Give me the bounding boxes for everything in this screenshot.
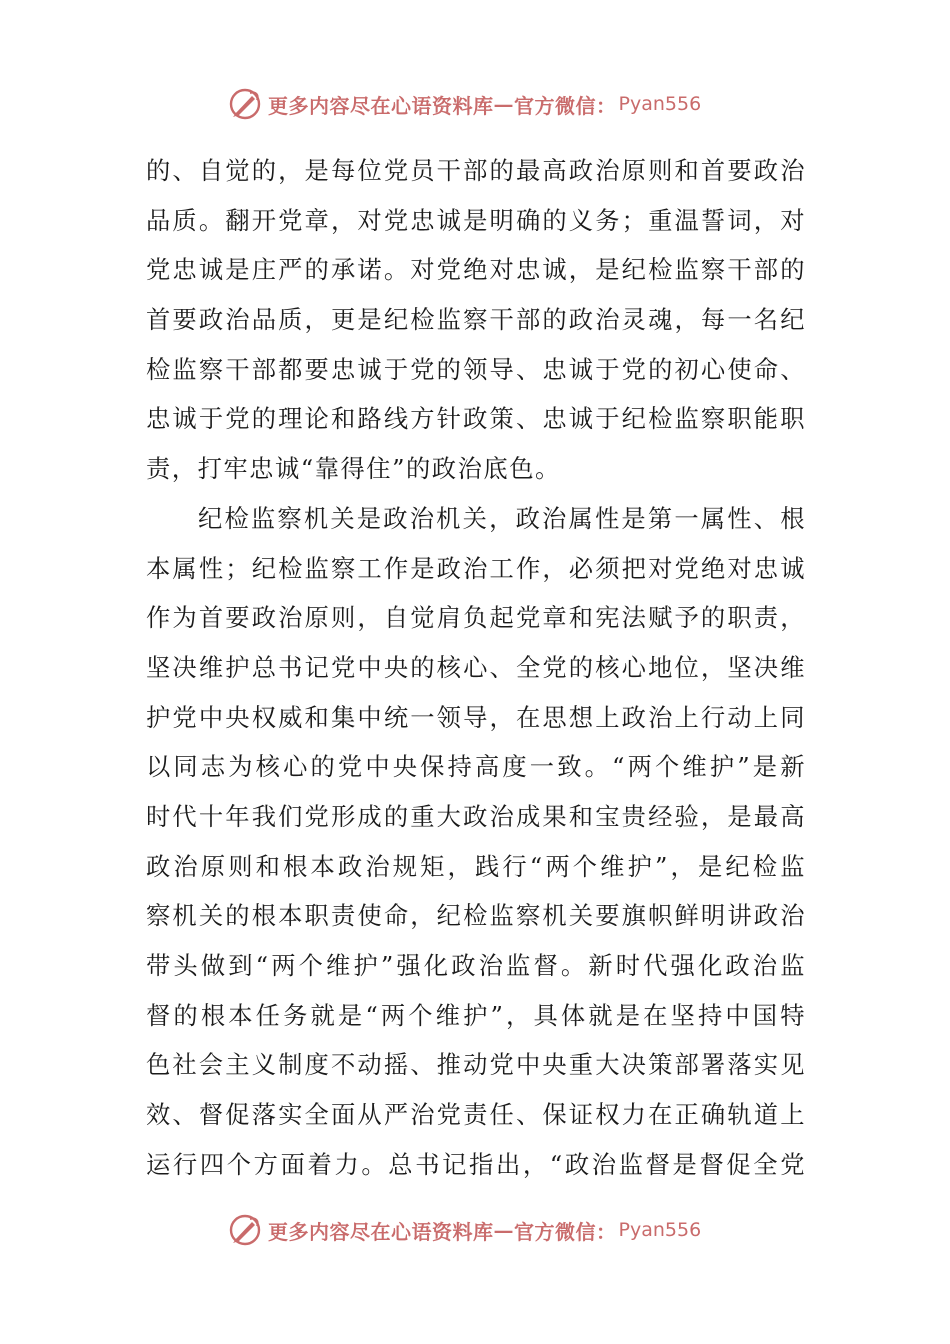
text-line: 时代十年我们党形成的重大政治成果和宝贵经验，是最高 bbox=[146, 801, 806, 831]
text-line: 护党中央权威和集中统一领导，在思想上政治上行动上同 bbox=[146, 702, 806, 732]
header-dash: — bbox=[493, 92, 514, 116]
text-line: 忠诚于党的理论和路线方针政策、忠诚于纪检监察职能职 bbox=[146, 404, 806, 434]
text-line: 品质。翻开党章，对党忠诚是明确的义务；重温誓词，对 bbox=[146, 205, 806, 235]
footer-brand-text: 更多内容尽在心语资料库 bbox=[268, 1219, 494, 1244]
text-line: 本属性；纪检监察工作是政治工作，必须把对党绝对忠诚 bbox=[146, 553, 806, 583]
pen-logo-icon bbox=[228, 1213, 262, 1247]
text-line: 运行四个方面着力。总书记指出，“政治监督是督促全党 bbox=[146, 1149, 806, 1179]
text-line: 坚决维护总书记党中央的核心、全党的核心地位，坚决维 bbox=[146, 652, 806, 682]
text-line: 带头做到“两个维护”强化政治监督。新时代强化政治监 bbox=[146, 951, 806, 980]
text-line: 以同志为核心的党中央保持高度一致。“两个维护”是新 bbox=[146, 752, 806, 782]
text-line: 察机关的根本职责使命，纪检监察机关要旗帜鲜明讲政治 bbox=[146, 901, 806, 931]
pen-logo-icon bbox=[228, 87, 262, 121]
text-line: 作为首要政治原则，自觉肩负起党章和宪法赋予的职责， bbox=[146, 603, 806, 633]
text-line: 效、督促落实全面从严治党责任、保证权力在正确轨道上 bbox=[146, 1100, 806, 1130]
text-line: 党忠诚是庄严的承诺。对党绝对忠诚，是纪检监察干部的 bbox=[146, 255, 806, 285]
text-line: 政治原则和根本政治规矩，践行“两个维护”，是纪检监 bbox=[146, 851, 806, 881]
text-line: 首要政治品质，更是纪检监察干部的政治灵魂，每一名纪 bbox=[146, 305, 806, 335]
footer-contact-label: 官方微信： bbox=[514, 1219, 617, 1244]
text-line: 色社会主义制度不动摇、推动党中央重大决策部署落实见 bbox=[146, 1050, 806, 1080]
footer-contact-id: Pyan556 bbox=[618, 1219, 702, 1241]
document-body bbox=[146, 146, 806, 1189]
text-line: 责，打牢忠诚“靠得住”的政治底色。 bbox=[146, 454, 561, 484]
text-line: 检监察干部都要忠诚于党的领导、忠诚于党的初心使命、 bbox=[146, 354, 806, 384]
footer-dash: — bbox=[493, 1218, 514, 1242]
text-line: 督的根本任务就是“两个维护”，具体就是在坚持中国特 bbox=[146, 1000, 806, 1030]
header-banner bbox=[228, 84, 748, 124]
paragraph-start-line: 纪检监察机关是政治机关，政治属性是第一属性、根 bbox=[198, 503, 806, 533]
header-contact-label: 官方微信： bbox=[514, 93, 617, 118]
header-contact-id: Pyan556 bbox=[618, 93, 702, 115]
header-brand-text: 更多内容尽在心语资料库 bbox=[268, 93, 494, 118]
footer-banner bbox=[228, 1210, 748, 1250]
text-line: 的、自觉的，是每位党员干部的最高政治原则和首要政治 bbox=[146, 156, 806, 185]
